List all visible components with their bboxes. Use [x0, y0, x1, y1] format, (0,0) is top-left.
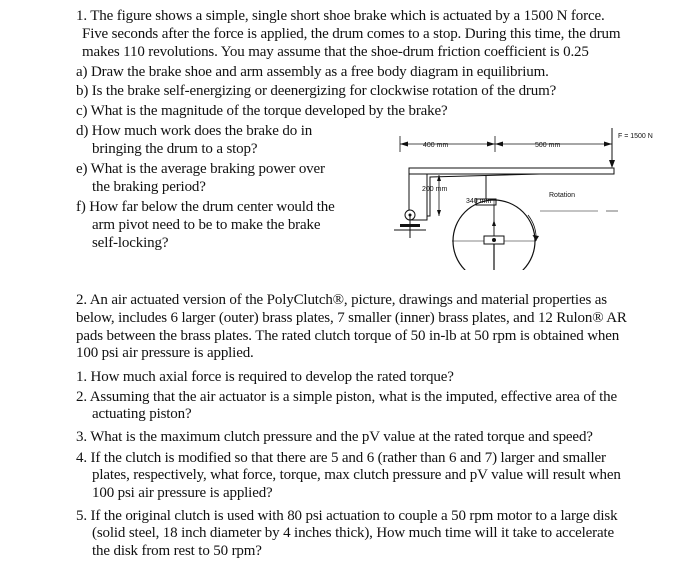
problem1-part-d-line-1: d) How much work does the brake do in [76, 123, 313, 139]
problem1-part-a: a) Draw the brake shoe and arm assembly as a free body diagram in equilibrium. [76, 64, 549, 80]
problem2-intro-line-2: below, includes 6 larger (outer) brass plates, 7 smaller (inner) brass plates, and 12 Rulon® AR [76, 310, 627, 326]
problem1-part-d-line-2: bringing the drum to a stop? [92, 141, 258, 157]
question-5-line-2: (solid steel, 18 inch diameter by 4 inches thick), How much time will it take to accelerate [92, 525, 615, 541]
question-1-line-1: 1. How much axial force is required to develop the rated torque? [76, 369, 454, 385]
question-4-line-3: 100 psi air pressure is applied? [92, 485, 273, 501]
problem1-part-e-line-2: the braking period? [92, 179, 206, 195]
question-4-line-1: 4. If the clutch is modified so that there are 5 and 6 (rather than 6 and 7) larger and smaller [76, 450, 606, 466]
problem1-part-f-line-2: arm pivot need to be to make the brake [92, 217, 321, 233]
problem1-part-e-line-1: e) What is the average braking power over [76, 161, 325, 177]
pivot-ground [400, 224, 420, 227]
dim-340-label: 340 mm [466, 198, 492, 205]
question-2-line-2: actuating piston? [92, 406, 192, 422]
dim-500-label: 500 mm [535, 142, 561, 149]
question-3-line-1: 3. What is the maximum clutch pressure and the pV value at the rated torque and speed? [76, 429, 593, 445]
problem2-intro-line-1: 2. An air actuated version of the PolyClutch®, picture, drawings and material properties as [76, 292, 607, 308]
problem1-part-c: c) What is the magnitude of the torque developed by the brake? [76, 103, 448, 119]
question-4-line-2: plates, respectively, what force, torque, max clutch pressure and pV value will result when [92, 467, 621, 483]
problem1-part-b: b) Is the brake self-energizing or deenergizing for clockwise rotation of the drum? [76, 83, 557, 99]
rotation-label: Rotation [549, 192, 576, 199]
dim-200-label: 200 mm [422, 186, 448, 193]
dim-400-label: 400 mm [423, 142, 449, 149]
question-5-line-3: the disk from rest to 50 rpm? [92, 543, 262, 559]
problem1-intro-line-3: makes 110 revolutions. You may assume that the shoe-drum friction coefficient is 0.25 [82, 44, 589, 60]
question-2-line-1: 2. Assuming that the air actuator is a simple piston, what is the imputed, effective area of the [76, 389, 618, 405]
brake-figure [372, 120, 672, 270]
problem1-intro-line-1: 1. The figure shows a simple, single short shoe brake which is actuated by a 1500 N force. [76, 8, 605, 24]
problem1-part-f-line-1: f) How far below the drum center would the [76, 199, 335, 215]
force-arrow-head [609, 160, 615, 168]
force-label: F = 1500 N [618, 133, 653, 140]
problem2-intro-line-3: pads between the brass plates. The rated clutch torque of 50 in-lb at 50 rpm is obtained when [76, 328, 620, 344]
problem1-part-f-line-3: self-locking? [92, 235, 169, 251]
problem1-intro-line-2: Five seconds after the force is applied, the drum comes to a stop. During this time, the drum [82, 26, 621, 42]
question-5-line-1: 5. If the original clutch is used with 80 psi actuation to couple a 50 rpm motor to a large disk [76, 508, 618, 524]
problem2-intro-line-4: 100 psi air pressure is applied. [76, 345, 254, 361]
